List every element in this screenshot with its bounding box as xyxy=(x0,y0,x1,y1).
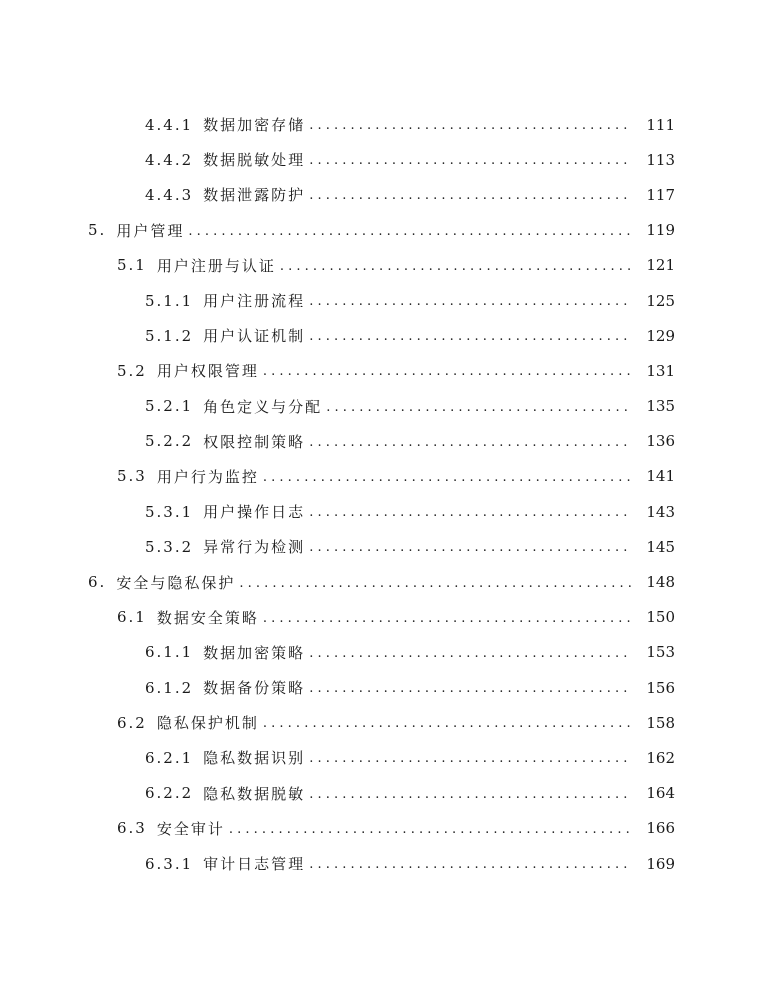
toc-page-number: 131 xyxy=(646,361,675,380)
toc-entry-title: 角色定义与分配 xyxy=(203,397,323,416)
toc-dot-leader xyxy=(263,717,631,730)
toc-dot-leader xyxy=(263,471,631,484)
toc-entry-title: 权限控制策略 xyxy=(203,432,306,451)
toc-entry-title: 安全与隐私保护 xyxy=(116,573,236,592)
toc-dot-leader xyxy=(263,612,631,625)
toc-entry-5-2-1[interactable] xyxy=(0,389,765,424)
toc-dot-leader xyxy=(326,401,631,414)
toc-entry-label xyxy=(145,325,305,346)
toc-entry-label xyxy=(145,501,305,522)
toc-entry-6-1[interactable] xyxy=(0,600,765,635)
toc-page-number: 162 xyxy=(646,748,675,767)
toc-entry-label xyxy=(145,184,305,205)
toc-entry-number: 6. xyxy=(88,573,107,592)
toc-entry-title: 数据脱敏处理 xyxy=(203,151,306,170)
toc-entry-label xyxy=(145,747,305,768)
toc-entry-number: 6.2 xyxy=(117,713,147,732)
toc-entry-6-2-2[interactable] xyxy=(0,776,765,811)
toc-entry-label xyxy=(145,642,305,663)
toc-entry-label xyxy=(117,360,259,381)
toc-page-number: 141 xyxy=(646,467,675,486)
toc-page-number: 125 xyxy=(646,291,675,310)
toc-entry-label xyxy=(117,712,259,733)
toc-entry-label xyxy=(117,607,259,628)
toc-page-number: 150 xyxy=(646,608,675,627)
toc-entry-number: 5.3.2 xyxy=(145,537,194,556)
toc-entry-5-2-2[interactable] xyxy=(0,424,765,459)
toc-entry-number: 4.4.2 xyxy=(145,150,194,169)
toc-entry-number: 4.4.3 xyxy=(145,185,194,204)
toc-dot-leader xyxy=(263,365,631,378)
toc-entry-6-1-2[interactable] xyxy=(0,670,765,705)
toc-page-number: 169 xyxy=(646,854,675,873)
toc-page-number: 164 xyxy=(646,784,675,803)
toc-page-number: 145 xyxy=(646,537,675,556)
toc-entry-number: 6.2.1 xyxy=(145,748,194,767)
toc-entry-title: 安全审计 xyxy=(156,819,225,838)
toc-entry-number: 4.4.1 xyxy=(145,115,194,134)
toc-entry-5-3-2[interactable] xyxy=(0,529,765,564)
toc-page-number: 136 xyxy=(646,432,675,451)
toc-entry-label xyxy=(88,572,235,593)
toc-entry-title: 数据泄露防护 xyxy=(203,186,306,205)
toc-dot-leader xyxy=(309,788,631,801)
toc-entry-label xyxy=(145,431,305,452)
toc-entry-6[interactable] xyxy=(0,564,765,599)
toc-dot-leader xyxy=(309,752,631,765)
toc-entry-title: 隐私保护机制 xyxy=(156,714,259,733)
toc-entry-label xyxy=(145,149,305,170)
toc-entry-label xyxy=(145,783,305,804)
toc-entry-label xyxy=(117,255,276,276)
toc-entry-number: 5.1.2 xyxy=(145,326,194,345)
toc-entry-title: 隐私数据识别 xyxy=(203,749,306,768)
toc-entry-label xyxy=(145,290,305,311)
toc-dot-leader xyxy=(309,119,631,132)
toc-entry-number: 5.2.2 xyxy=(145,432,194,451)
toc-page-number: 143 xyxy=(646,502,675,521)
toc-entry-title: 异常行为检测 xyxy=(203,538,306,557)
toc-entry-6-2[interactable] xyxy=(0,705,765,740)
toc-entry-5-2[interactable] xyxy=(0,353,765,388)
toc-entry-label xyxy=(145,396,322,417)
toc-entry-title: 隐私数据脱敏 xyxy=(203,784,306,803)
toc-entry-number: 5.1.1 xyxy=(145,291,194,310)
toc-dot-leader xyxy=(309,154,631,167)
toc-entry-5[interactable] xyxy=(0,213,765,248)
toc-entry-number: 5.2 xyxy=(117,361,147,380)
toc-entry-6-2-1[interactable] xyxy=(0,740,765,775)
toc-entry-label xyxy=(117,466,259,487)
toc-entry-number: 5.2.1 xyxy=(145,397,194,416)
toc-entry-number: 5. xyxy=(88,221,107,240)
toc-entry-number: 6.2.2 xyxy=(145,784,194,803)
toc-page-number: 156 xyxy=(646,678,675,697)
toc-page-number: 119 xyxy=(646,221,675,240)
toc-entry-4-4-3[interactable] xyxy=(0,177,765,212)
toc-entry-title: 数据加密存储 xyxy=(203,116,306,135)
toc-dot-leader xyxy=(309,330,631,343)
toc-dot-leader xyxy=(309,189,631,202)
toc-entry-6-3-1[interactable] xyxy=(0,846,765,881)
toc-entry-label xyxy=(145,536,305,557)
toc-entry-5-3-1[interactable] xyxy=(0,494,765,529)
toc-entry-title: 审计日志管理 xyxy=(203,855,306,874)
toc-entry-number: 6.1.2 xyxy=(145,678,194,697)
toc-entry-title: 用户操作日志 xyxy=(203,503,306,522)
toc-entry-label xyxy=(145,853,305,874)
toc-dot-leader xyxy=(239,577,631,590)
toc-dot-leader xyxy=(309,647,631,660)
toc-entry-label xyxy=(145,677,305,698)
toc-page-number: 135 xyxy=(646,397,675,416)
toc-entry-4-4-2[interactable] xyxy=(0,142,765,177)
toc-dot-leader xyxy=(309,436,631,449)
toc-page-number: 148 xyxy=(646,573,675,592)
toc-entry-title: 用户管理 xyxy=(116,221,185,240)
toc-entry-5-1[interactable] xyxy=(0,248,765,283)
toc-entry-label xyxy=(145,114,305,135)
toc-entry-5-1-2[interactable] xyxy=(0,318,765,353)
toc-entry-title: 用户认证机制 xyxy=(203,327,306,346)
toc-page-number: 111 xyxy=(646,115,675,134)
toc-dot-leader xyxy=(280,260,631,273)
toc-entry-label xyxy=(117,818,225,839)
toc-page-number: 166 xyxy=(646,819,675,838)
toc-entry-number: 5.3 xyxy=(117,467,147,486)
toc-entry-title: 用户注册与认证 xyxy=(156,256,276,275)
toc-entry-5-1-1[interactable] xyxy=(0,283,765,318)
toc-entry-5-3[interactable] xyxy=(0,459,765,494)
toc-entry-title: 用户行为监控 xyxy=(156,467,259,486)
toc-entry-title: 数据备份策略 xyxy=(203,679,306,698)
toc-dot-leader xyxy=(309,506,631,519)
toc-entry-number: 6.1 xyxy=(117,608,147,627)
toc-entry-number: 5.1 xyxy=(117,256,147,275)
toc-entry-number: 6.3.1 xyxy=(145,854,194,873)
toc-page-number: 153 xyxy=(646,643,675,662)
toc-entry-title: 数据加密策略 xyxy=(203,643,306,662)
toc-page-number: 121 xyxy=(646,256,675,275)
toc-entry-title: 数据安全策略 xyxy=(156,608,259,627)
toc-page-number: 117 xyxy=(646,185,675,204)
toc-entry-6-1-1[interactable] xyxy=(0,635,765,670)
toc-page-number: 129 xyxy=(646,326,675,345)
toc-dot-leader xyxy=(309,858,631,871)
toc-dot-leader xyxy=(309,541,631,554)
toc-page-number: 158 xyxy=(646,713,675,732)
toc-entry-6-3[interactable] xyxy=(0,811,765,846)
table-of-contents xyxy=(0,107,765,881)
toc-dot-leader xyxy=(229,823,631,836)
toc-dot-leader xyxy=(188,225,631,238)
toc-page-number: 113 xyxy=(646,150,675,169)
toc-entry-4-4-1[interactable] xyxy=(0,107,765,142)
toc-entry-title: 用户权限管理 xyxy=(156,362,259,381)
toc-entry-number: 5.3.1 xyxy=(145,502,194,521)
toc-dot-leader xyxy=(309,682,631,695)
toc-entry-title: 用户注册流程 xyxy=(203,292,306,311)
toc-dot-leader xyxy=(309,295,631,308)
toc-entry-number: 6.3 xyxy=(117,819,147,838)
toc-entry-number: 6.1.1 xyxy=(145,643,194,662)
toc-entry-label xyxy=(88,220,184,241)
